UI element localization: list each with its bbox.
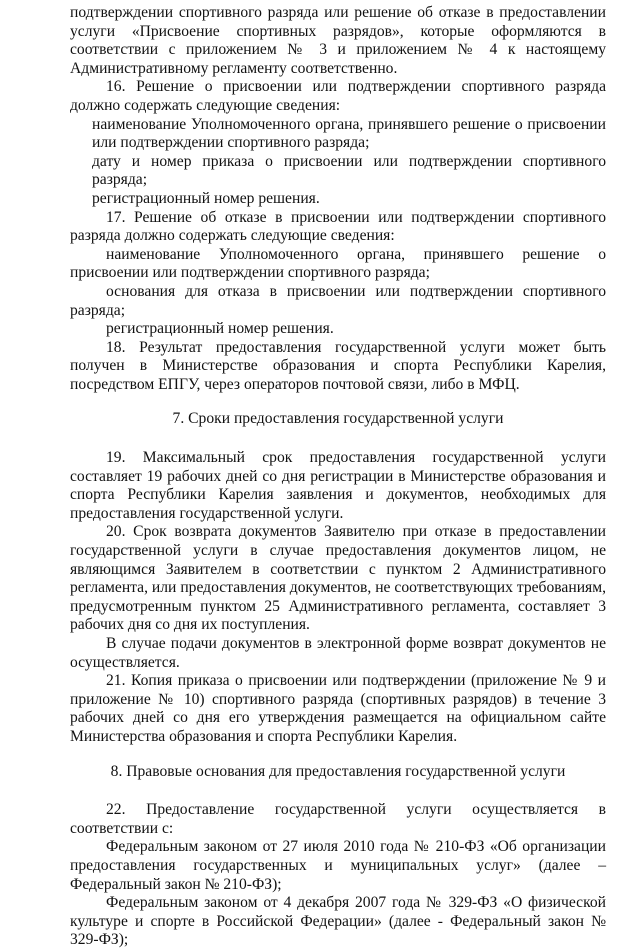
paragraph-20: 20. Срок возврата документов Заявителю при отказе в предоставлении государственной услуги в случае предоставления документов лицом, не являющимся Заявителем в соответствии с пунктом 2 Административного регламента, или предоставления документов, не соответствующих требованиям, предусмотренным пунктом 25 Административного регламента, составляет 3 рабочих дня со дня их поступления. (70, 523, 606, 634)
paragraph-17: 17. Решение об отказе в присвоении или подтверждении спортивного разряда должно содержать следующие сведения: (70, 208, 606, 245)
section-heading-7: 7. Сроки предоставления государственной услуги (172, 410, 504, 428)
paragraph-21: 21. Копия приказа о присвоении или подтверждении (приложение № 9 и приложение № 10) спортивного разряда (спортивных разрядов) в течение 3 рабочих дней со дня его утверждения размещается на официальном сайте Министерства образования и спорта Республики Карелия. (70, 672, 606, 745)
paragraph-17-item-1: наименование Уполномоченного органа, принявшего решение о присвоении или подтверждении спортивного разряда; (70, 245, 606, 282)
paragraph-20-note: В случае подачи документов в электронной форме возврат документов не осуществляется. (70, 635, 606, 671)
paragraph-16-item-2: дату и номер приказа о присвоении или подтверждении спортивного разряда; (92, 152, 606, 189)
document-page (70, 4, 606, 950)
paragraph-16-item-1: наименование Уполномоченного органа, принявшего решение о присвоении или подтверждении спортивного разряда; (92, 115, 606, 152)
paragraph-22-item-2: Федеральным законом от 4 декабря 2007 года № 329-ФЗ «О физической культуре и спорте в Российской Федерации» (далее - Федеральный закон № 329-ФЗ); (70, 894, 606, 949)
paragraph-continuation: подтверждении спортивного разряда или решение об отказе в предоставлении услуги «Присвоение спортивных разрядов», которые оформляются в соответствии с приложением № 3 и приложением № 4 к настоящему Административному регламенту соответственно. (70, 4, 606, 77)
paragraph-22: 22. Предоставление государственной услуги осуществляется в соответствии с: (70, 801, 606, 837)
paragraph-19: 19. Максимальный срок предоставления государственной услуги составляет 19 рабочих дней со дня регистрации в Министерстве образования и спорта Республики Карелия заявления и документов, необходимых для предоставления государственной услуги. (70, 449, 606, 522)
section-heading-8: 8. Правовые основания для предоставления государственной услуги (110, 762, 566, 780)
paragraph-16-item-3: регистрационный номер решения. (92, 189, 320, 207)
paragraph-18: 18. Результат предоставления государственной услуги может быть получен в Министерстве образования и спорта Республики Карелия, посредством ЕПГУ, через операторов почтовой связи, либо в МФЦ. (70, 338, 606, 393)
paragraph-16: 16. Решение о присвоении или подтверждении спортивного разряда должно содержать следующие сведения: (70, 78, 606, 114)
paragraph-22-item-1: Федеральным законом от 27 июля 2010 года № 210-ФЗ «Об организации предоставления государственных и муниципальных услуг» (далее – Федеральный закон № 210-ФЗ); (70, 838, 606, 893)
paragraph-17-item-3: регистрационный номер решения. (106, 320, 334, 338)
paragraph-17-item-2: основания для отказа в присвоении или подтверждении спортивного разряда; (70, 282, 606, 319)
